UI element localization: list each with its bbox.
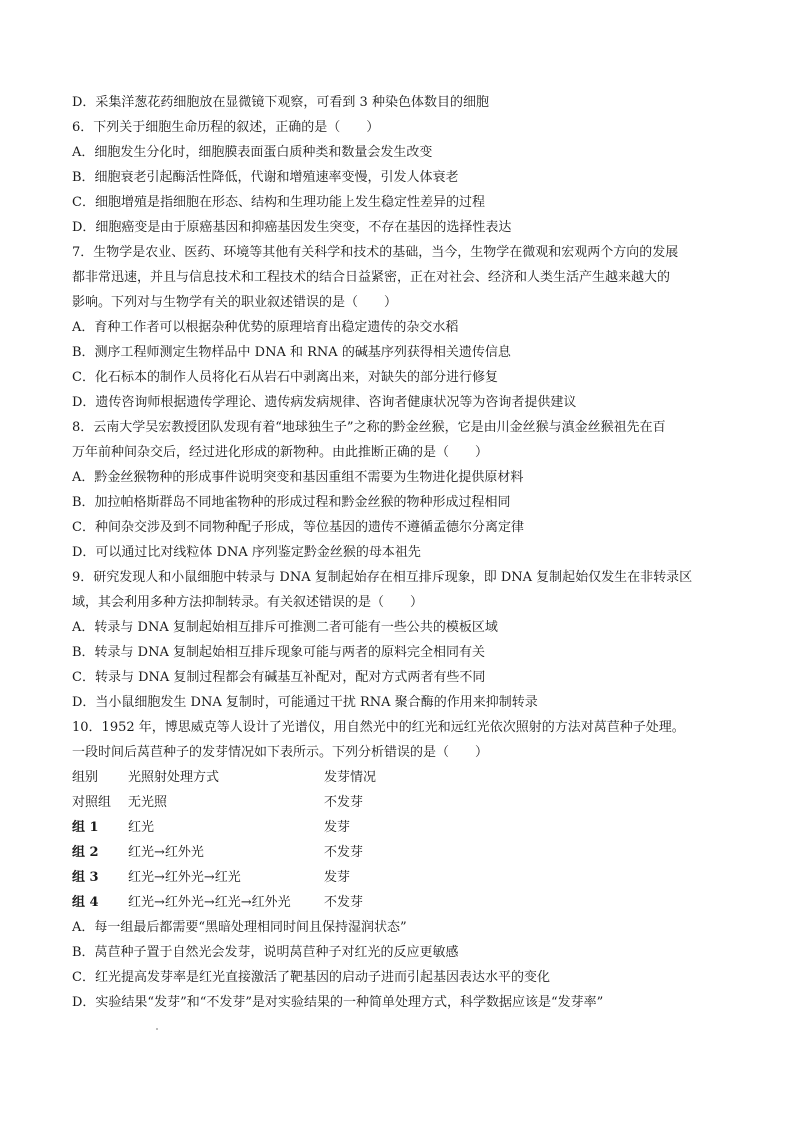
table-cell-result: 发芽 xyxy=(324,870,351,885)
text-line: 10．1952 年，博思威克等人设计了光谱仪，用自然光中的红光和远红光依次照射的方法对莴苣种子处理。 xyxy=(72,720,685,735)
text-line: 7．生物学是农业、医药、环境等其他有关科学和技术的基础，当今，生物学在微观和宏观两个方向的发展 xyxy=(72,245,679,260)
table-row xyxy=(72,815,732,840)
text-line: A．每一组最后都需要“黑暗处理相同时间且保持湿润状态” xyxy=(72,920,407,935)
text-line: B．莴苣种子置于自然光会发芽，说明莴苣种子对红光的反应更敏感 xyxy=(72,945,459,960)
table-header-treatment: 光照射处理方式 xyxy=(128,770,220,785)
question-text-bottom xyxy=(72,915,732,1015)
text-line: C．转录与 DNA 复制过程都会有碱基互补配对，配对方式两者有些不同 xyxy=(72,670,486,685)
table-cell-treatment: 红光→红外光→红光 xyxy=(128,870,241,885)
table-cell-result: 不发芽 xyxy=(324,795,364,810)
text-line: 一段时间后莴苣种子的发芽情况如下表所示。下列分析错误的是（ ） xyxy=(72,745,489,760)
text-line: C．化石标本的制作人员将化石从岩石中剥离出来，对缺失的部分进行修复 xyxy=(72,370,498,385)
table-row xyxy=(72,840,732,865)
table-cell-group: 对照组 xyxy=(72,795,112,810)
text-line: B．加拉帕格斯群岛不同地雀物种的形成过程和黔金丝猴的物种形成过程相同 xyxy=(72,495,511,510)
text-line: 6．下列关于细胞生命历程的叙述，正确的是（ ） xyxy=(72,120,380,135)
text-line: A．转录与 DNA 复制起始相互排斥可推测二者可能有一些公共的模板区域 xyxy=(72,620,498,635)
table-row xyxy=(72,890,732,915)
table-cell-result: 发芽 xyxy=(324,820,351,835)
table-row xyxy=(72,790,732,815)
text-line: 影响。下列对与生物学有关的职业叙述错误的是（ ） xyxy=(72,295,398,310)
scan-speck xyxy=(156,1028,158,1030)
table-cell-treatment: 红光 xyxy=(128,820,155,835)
text-line: C．种间杂交涉及到不同物种配子形成，等位基因的遗传不遵循孟德尔分离定律 xyxy=(72,520,524,535)
table-cell-group: 组 1 xyxy=(72,820,99,835)
text-line: 8．云南大学吴宏教授团队发现有着“地球独生子”之称的黔金丝猴，它是由川金丝猴与滇金丝猴祖先在百 xyxy=(72,420,666,435)
text-line: D．采集洋葱花药细胞放在显微镜下观察，可看到 3 种染色体数目的细胞 xyxy=(72,95,489,110)
table-cell-result: 不发芽 xyxy=(324,845,364,860)
text-line: 域，其会利用多种方法抑制转录。有关叙述错误的是（ ） xyxy=(72,595,424,610)
table-row xyxy=(72,865,732,890)
table-header-row xyxy=(72,765,732,790)
text-line: 都非常迅速，并且与信息技术和工程技术的结合日益紧密，正在对社会、经济和人类生活产生越来越大的 xyxy=(72,270,671,285)
text-line: 9．研究发现人和小鼠细胞中转录与 DNA 复制起始存在相互排斥现象，即 DNA 复制起始仅发生在非转录区 xyxy=(72,570,693,585)
text-line: 万年前种间杂交后，经过进化形成的新物种。由此推断正确的是（ ） xyxy=(72,445,489,460)
text-line: D．遗传咨询师根据遗传学理论、遗传病发病规律、咨询者健康状况等为咨询者提供建议 xyxy=(72,395,577,410)
text-line: C．细胞增殖是指细胞在形态、结构和生理功能上发生稳定性差异的过程 xyxy=(72,195,485,210)
question-text-top xyxy=(72,90,732,765)
document-page xyxy=(72,90,732,1015)
table-cell-treatment: 红光→红外光→红光→红外光 xyxy=(128,895,291,910)
text-line: B．转录与 DNA 复制起始相互排斥现象可能与两者的原料完全相同有关 xyxy=(72,645,486,660)
text-line: A．育种工作者可以根据杂种优势的原理培育出稳定遗传的杂交水稻 xyxy=(72,320,459,335)
table-cell-treatment: 红光→红外光 xyxy=(128,845,204,860)
text-line: B．测序工程师测定生物样品中 DNA 和 RNA 的碱基序列获得相关遗传信息 xyxy=(72,345,511,360)
table-cell-treatment: 无光照 xyxy=(128,795,168,810)
table-cell-group: 组 3 xyxy=(72,870,99,885)
table-cell-group: 组 2 xyxy=(72,845,99,860)
text-line: D．当小鼠细胞发生 DNA 复制时，可能通过干扰 RNA 聚合酶的作用来抑制转录 xyxy=(72,695,538,710)
table-cell-group: 组 4 xyxy=(72,895,99,910)
text-line: D．实验结果“发芽”和“不发芽”是对实验结果的一种简单处理方式，科学数据应该是“发芽率” xyxy=(72,995,604,1010)
text-line: A．黔金丝猴物种的形成事件说明突变和基因重组不需要为生物进化提供原材料 xyxy=(72,470,524,485)
germination-table xyxy=(72,765,732,915)
table-cell-result: 不发芽 xyxy=(324,895,364,910)
text-line: C．红光提高发芽率是红光直接激活了靶基因的启动子进而引起基因表达水平的变化 xyxy=(72,970,550,985)
text-line: B．细胞衰老引起酶活性降低，代谢和增殖速率变慢，引发人体衰老 xyxy=(72,170,459,185)
table-header-result: 发芽情况 xyxy=(324,770,377,785)
table-header-group: 组别 xyxy=(72,770,99,785)
text-line: A．细胞发生分化时，细胞膜表面蛋白质种类和数量会发生改变 xyxy=(72,145,433,160)
text-line: D．可以通过比对线粒体 DNA 序列鉴定黔金丝猴的母本祖先 xyxy=(72,545,421,560)
text-line: D．细胞癌变是由于原癌基因和抑癌基因发生突变，不存在基因的选择性表达 xyxy=(72,220,512,235)
